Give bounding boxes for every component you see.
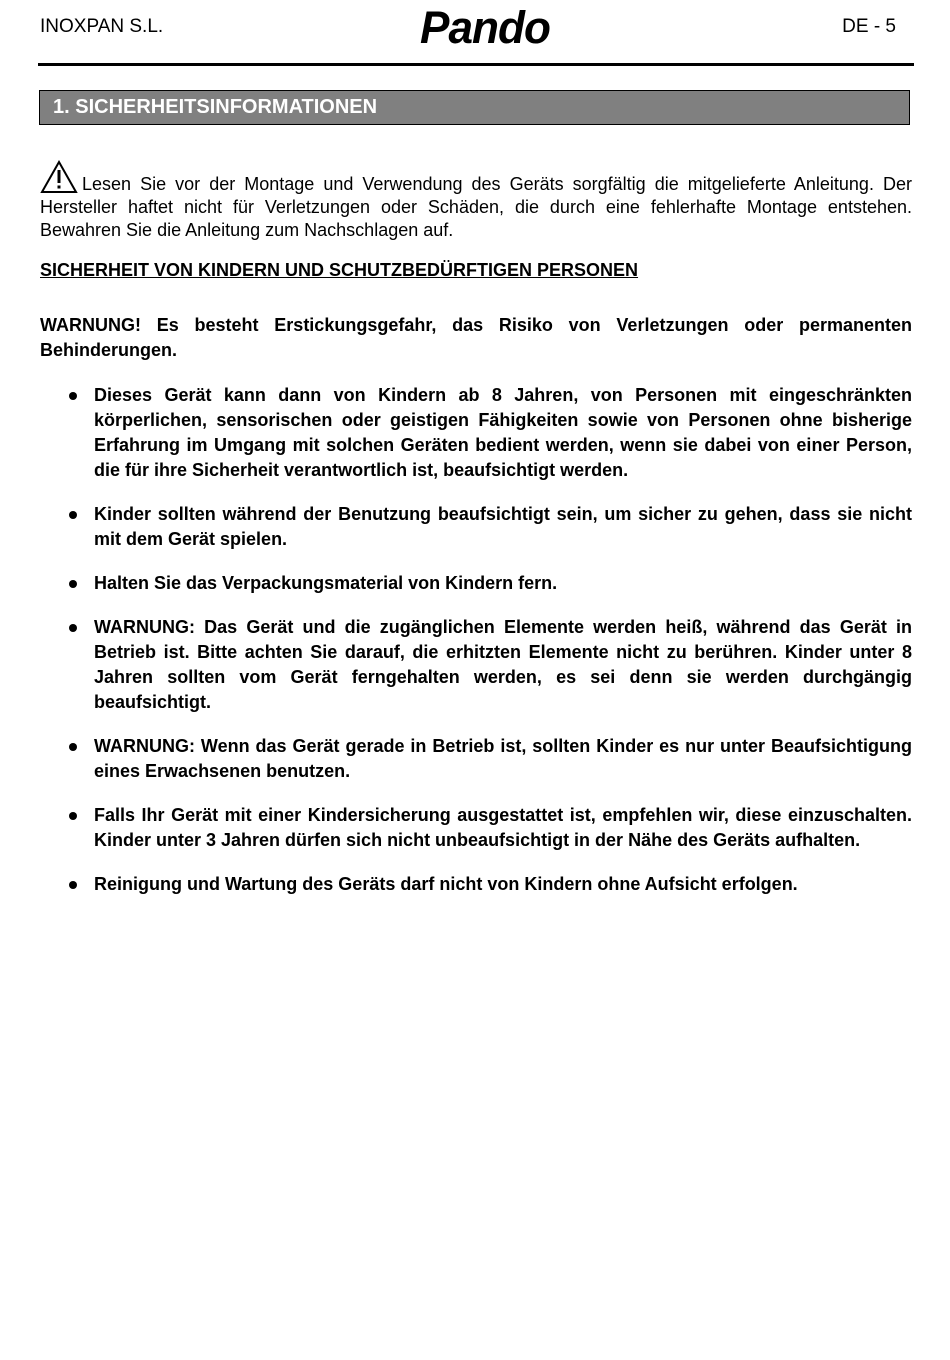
safety-list xyxy=(0,383,950,916)
list-item xyxy=(94,615,912,715)
list-item xyxy=(94,502,912,552)
list-item-text: Halten Sie das Verpackungsmaterial von Kindern fern. xyxy=(94,573,558,593)
list-item xyxy=(94,383,912,483)
list-item xyxy=(94,872,912,897)
bullet-icon xyxy=(69,580,77,588)
list-item-text: WARNUNG: Wenn das Gerät gerade in Betrieb ist, sollten Kinder es nur unter Beaufsichtigung eines Erwachsenen benutzen. xyxy=(94,736,912,781)
warning-triangle-icon xyxy=(40,160,78,194)
bullet-icon xyxy=(69,881,77,889)
bullet-icon xyxy=(69,743,77,751)
list-item xyxy=(94,803,912,853)
child-safety-warning: WARNUNG! Es besteht Erstickungsgefahr, das Risiko von Verletzungen oder permanenten Behinderungen. xyxy=(40,315,912,360)
header-divider xyxy=(38,63,914,66)
intro-text: Lesen Sie vor der Montage und Verwendung des Geräts sorgfältig die mitgelieferte Anleitung. Der Hersteller haftet nicht für Verletzungen oder Schäden, die durch eine fehlerhafte Montage entstehen. Bewahren Sie die Anleitung zum Nachschlagen auf. xyxy=(40,174,912,240)
list-item-text: Falls Ihr Gerät mit einer Kindersicherung ausgestattet ist, empfehlen wir, diese einzuschalten. Kinder unter 3 Jahren dürfen sich nicht unbeaufsichtigt in der Nähe des Geräts aufhalten. xyxy=(94,805,912,850)
child-safety-heading: SICHERHEIT VON KINDERN UND SCHUTZBEDÜRFTIGEN PERSONEN xyxy=(40,260,639,280)
list-item xyxy=(94,571,912,596)
bullet-icon xyxy=(69,392,77,400)
bullet-icon xyxy=(69,624,77,632)
intro-paragraph xyxy=(40,160,912,242)
list-item xyxy=(94,734,912,784)
bullet-icon xyxy=(69,812,77,820)
list-item-text: Dieses Gerät kann dann von Kindern ab 8 Jahren, von Personen mit eingeschränkten körperlichen, sensorischen oder geistigen Fähigkeiten sowie von Personen ohne bisherige Erfahrung im Umgang mit solchen Geräten bedient werden, wenn sie dabei von einer Person, die für ihre Sicherheit verantwortlich ist, beaufsichtigt werden. xyxy=(94,385,912,480)
brand-logo: Pando xyxy=(420,2,550,53)
list-item-text: Reinigung und Wartung des Geräts darf nicht von Kindern ohne Aufsicht erfolgen. xyxy=(94,874,798,894)
bullet-icon xyxy=(69,511,77,519)
list-item-text: WARNUNG: Das Gerät und die zugänglichen Elemente werden heiß, während das Gerät in Betrieb ist. Bitte achten Sie darauf, die erhitzten Elemente nicht zu berühren. Kinder unter 8 Jahren sollten vom Gerät ferngehalten werden, es sei denn sie werden durchgängig beaufsichtigt. xyxy=(94,617,912,712)
company-name: INOXPAN S.L. xyxy=(40,16,164,37)
section-title: 1. SICHERHEITSINFORMATIONEN xyxy=(39,90,910,125)
page-number: DE - 5 xyxy=(842,16,896,37)
list-item-text: Kinder sollten während der Benutzung beaufsichtigt sein, um sicher zu gehen, dass sie nicht mit dem Gerät spielen. xyxy=(94,504,912,549)
